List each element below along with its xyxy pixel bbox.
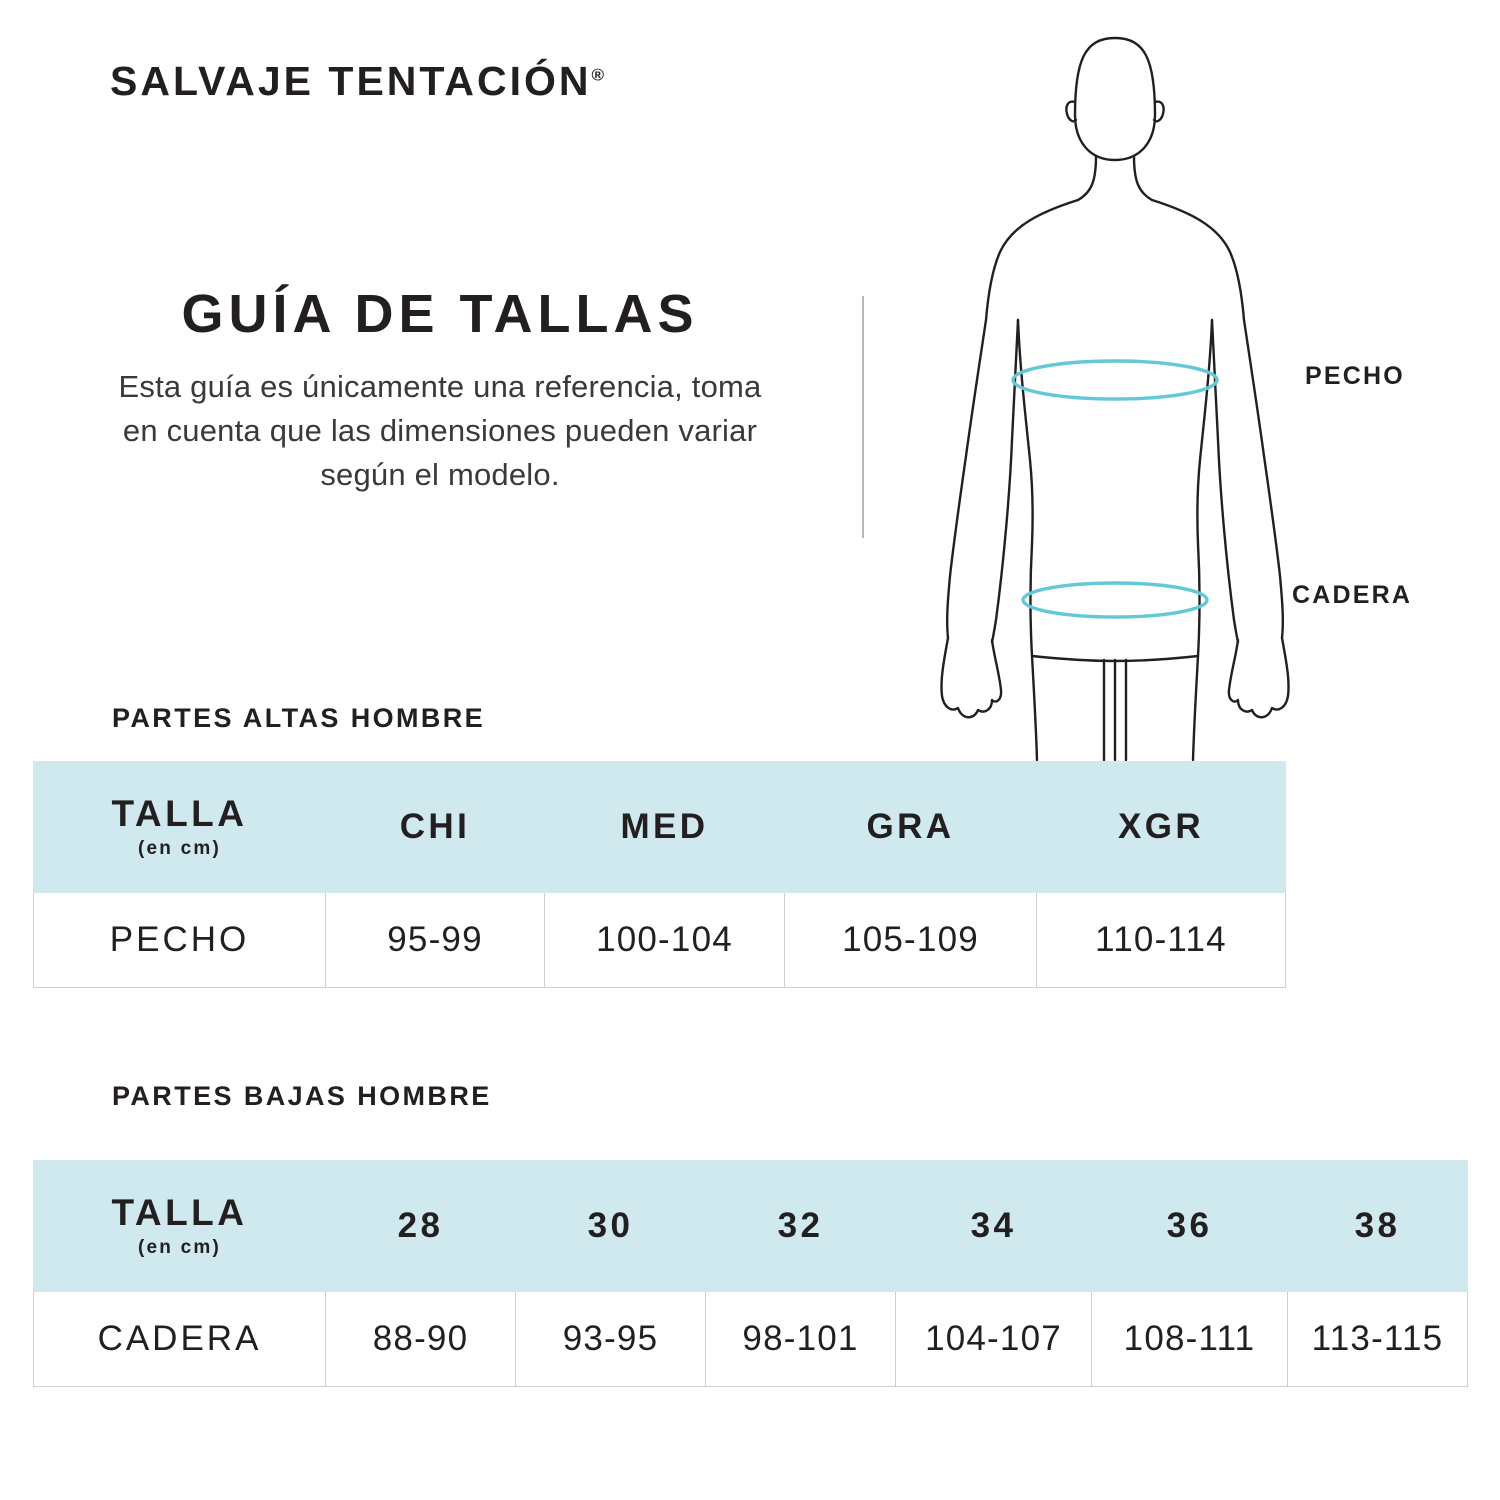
cell-cadera-34: 104-107 [896,1292,1092,1387]
header-talla-label: TALLA [111,1191,248,1233]
header-size-gra: GRA [785,762,1037,893]
cell-cadera-28: 88-90 [326,1292,516,1387]
header-talla-sublabel: (en cm) [138,838,221,860]
row-label-cadera: CADERA [34,1292,326,1387]
table-header-row [34,762,1286,893]
male-body-outline-svg [900,20,1330,780]
cell-pecho-gra: 105-109 [785,893,1037,988]
cell-cadera-36: 108-111 [1092,1292,1288,1387]
size-table-tops [33,761,1286,988]
header-size-chi: CHI [326,762,545,893]
section-title-tops: PARTES ALTAS HOMBRE [112,703,486,733]
vertical-divider [862,296,864,538]
header-size-30: 30 [516,1161,706,1292]
header-size-xgr: XGR [1037,762,1286,893]
cell-pecho-med: 100-104 [545,893,785,988]
header-talla-label: TALLA [111,792,248,834]
hip-measure-ellipse [1023,583,1207,617]
cell-cadera-38: 113-115 [1288,1292,1468,1387]
header-talla-sublabel: (en cm) [138,1237,221,1259]
cell-pecho-chi: 95-99 [326,893,545,988]
header-size-28: 28 [326,1161,516,1292]
header-size-32: 32 [706,1161,896,1292]
body-figure-illustration [900,20,1330,780]
table-row [34,893,1286,988]
chest-measure-ellipse [1013,361,1217,399]
header-talla [34,1161,326,1292]
intro-block [100,286,780,497]
header-talla [34,762,326,893]
size-table-bottoms [33,1160,1468,1387]
page-title: GUÍA DE TALLAS [181,284,699,344]
header-size-med: MED [545,762,785,893]
intro-description: Esta guía es únicamente una referencia, toma en cuenta que las dimensiones pueden variar según el modelo. [118,368,762,492]
header-size-34: 34 [896,1161,1092,1292]
header-size-38: 38 [1288,1161,1468,1292]
cell-cadera-32: 98-101 [706,1292,896,1387]
table-row [34,1292,1468,1387]
chest-label: PECHO [1305,362,1405,390]
header-size-36: 36 [1092,1161,1288,1292]
row-label-pecho: PECHO [34,893,326,988]
brand-name: SALVAJE TENTACIÓN [110,58,592,104]
cell-cadera-30: 93-95 [516,1292,706,1387]
table-header-row [34,1161,1468,1292]
cell-pecho-xgr: 110-114 [1037,893,1286,988]
hip-label: CADERA [1292,581,1413,609]
section-title-bottoms: PARTES BAJAS HOMBRE [112,1081,492,1111]
registered-mark: ® [591,65,605,85]
brand-logo [110,58,604,105]
